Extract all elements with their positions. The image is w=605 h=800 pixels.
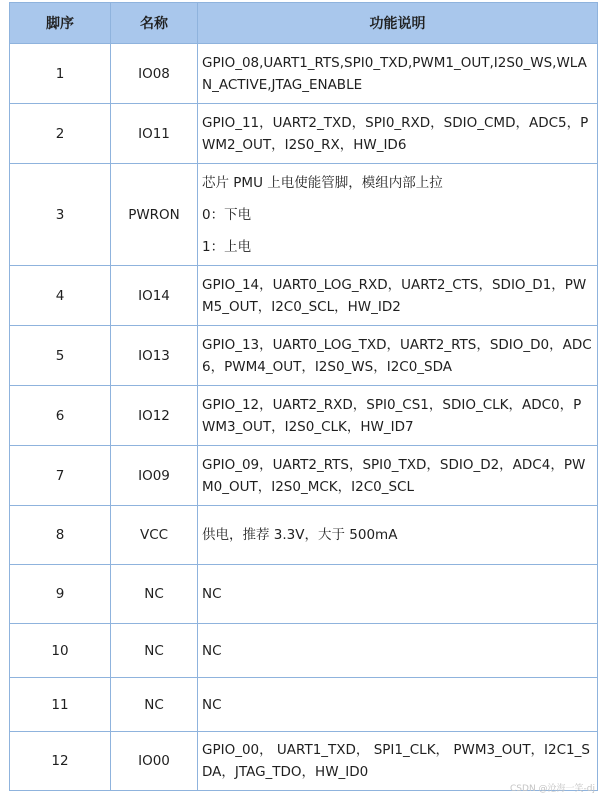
- pin-name: VCC: [111, 506, 198, 565]
- table-row: [10, 446, 598, 506]
- pin-number: 1: [10, 44, 111, 104]
- pin-description: [198, 565, 598, 624]
- pin-number: 3: [10, 164, 111, 266]
- table-row: [10, 678, 598, 732]
- pin-name: NC: [111, 678, 198, 732]
- table-body: [10, 44, 598, 791]
- pin-name: IO12: [111, 386, 198, 446]
- description-line: 0：下电: [202, 206, 252, 223]
- description-line: GPIO_00， UART1_TXD， SPI1_CLK， PWM3_OUT，I2C1_SDA，JTAG_TDO，HW_ID0: [202, 742, 590, 780]
- pin-number: 9: [10, 565, 111, 624]
- pin-description: [198, 266, 598, 326]
- table-row: [10, 164, 598, 266]
- pin-description: [198, 386, 598, 446]
- table-row: [10, 326, 598, 386]
- description-line: GPIO_11，UART2_TXD，SPI0_RXD，SDIO_CMD，ADC5，PWM2_OUT，I2S0_RX，HW_ID6: [202, 114, 589, 153]
- pin-number: 8: [10, 506, 111, 565]
- watermark: CSDN @沧海一笑-dj: [510, 784, 595, 794]
- pin-description: [198, 164, 598, 266]
- pin-number: 10: [10, 624, 111, 678]
- pin-name: NC: [111, 565, 198, 624]
- table-row: [10, 266, 598, 326]
- description-line: GPIO_09，UART2_RTS，SPI0_TXD，SDIO_D2，ADC4，PWM0_OUT，I2S0_MCK，I2C0_SCL: [202, 456, 586, 495]
- header-desc: 功能说明: [198, 3, 598, 44]
- table-row: [10, 104, 598, 164]
- description-line: GPIO_14，UART0_LOG_RXD，UART2_CTS，SDIO_D1，PWM5_OUT，I2C0_SCL，HW_ID2: [202, 276, 587, 315]
- header-pin: 脚序: [10, 3, 111, 44]
- pin-number: 7: [10, 446, 111, 506]
- table-row: [10, 386, 598, 446]
- description-line: GPIO_13，UART0_LOG_TXD，UART2_RTS，SDIO_D0，ADC6，PWM4_OUT，I2S0_WS，I2C0_SDA: [202, 336, 592, 375]
- pin-table: [9, 2, 598, 791]
- header-row: [10, 3, 598, 44]
- pin-number: 4: [10, 266, 111, 326]
- pin-name: IO13: [111, 326, 198, 386]
- description-line: 1：上电: [202, 238, 252, 255]
- header-name: 名称: [111, 3, 198, 44]
- pin-description: [198, 326, 598, 386]
- pin-number: 11: [10, 678, 111, 732]
- pin-name: IO00: [111, 732, 198, 791]
- pin-name: PWRON: [111, 164, 198, 266]
- pin-description: [198, 624, 598, 678]
- table-row: [10, 565, 598, 624]
- table-row: [10, 44, 598, 104]
- description-line: 供电，推荐 3.3V，大于 500mA: [202, 527, 398, 543]
- table-row: [10, 506, 598, 565]
- pin-description: [198, 678, 598, 732]
- pin-name: IO14: [111, 266, 198, 326]
- pin-name: IO08: [111, 44, 198, 104]
- description-line: GPIO_08,UART1_RTS,SPI0_TXD,PWM1_OUT,I2S0_WS,WLAN_ACTIVE,JTAG_ENABLE: [202, 54, 587, 93]
- description-line: NC: [202, 586, 222, 602]
- description-line: NC: [202, 642, 222, 659]
- description-line: NC: [202, 696, 222, 713]
- pin-description: [198, 446, 598, 506]
- pin-number: 5: [10, 326, 111, 386]
- pin-description: [198, 44, 598, 104]
- description-line: GPIO_12，UART2_RXD，SPI0_CS1，SDIO_CLK，ADC0，PWM3_OUT，I2S0_CLK，HW_ID7: [202, 396, 582, 435]
- pin-number: 2: [10, 104, 111, 164]
- pin-description: [198, 104, 598, 164]
- table-row: [10, 624, 598, 678]
- pin-number: 6: [10, 386, 111, 446]
- pin-name: IO11: [111, 104, 198, 164]
- pin-name: IO09: [111, 446, 198, 506]
- description-line: 芯片 PMU 上电使能管脚，模组内部上拉: [202, 174, 443, 191]
- pin-number: 12: [10, 732, 111, 791]
- pin-description: [198, 506, 598, 565]
- pin-name: NC: [111, 624, 198, 678]
